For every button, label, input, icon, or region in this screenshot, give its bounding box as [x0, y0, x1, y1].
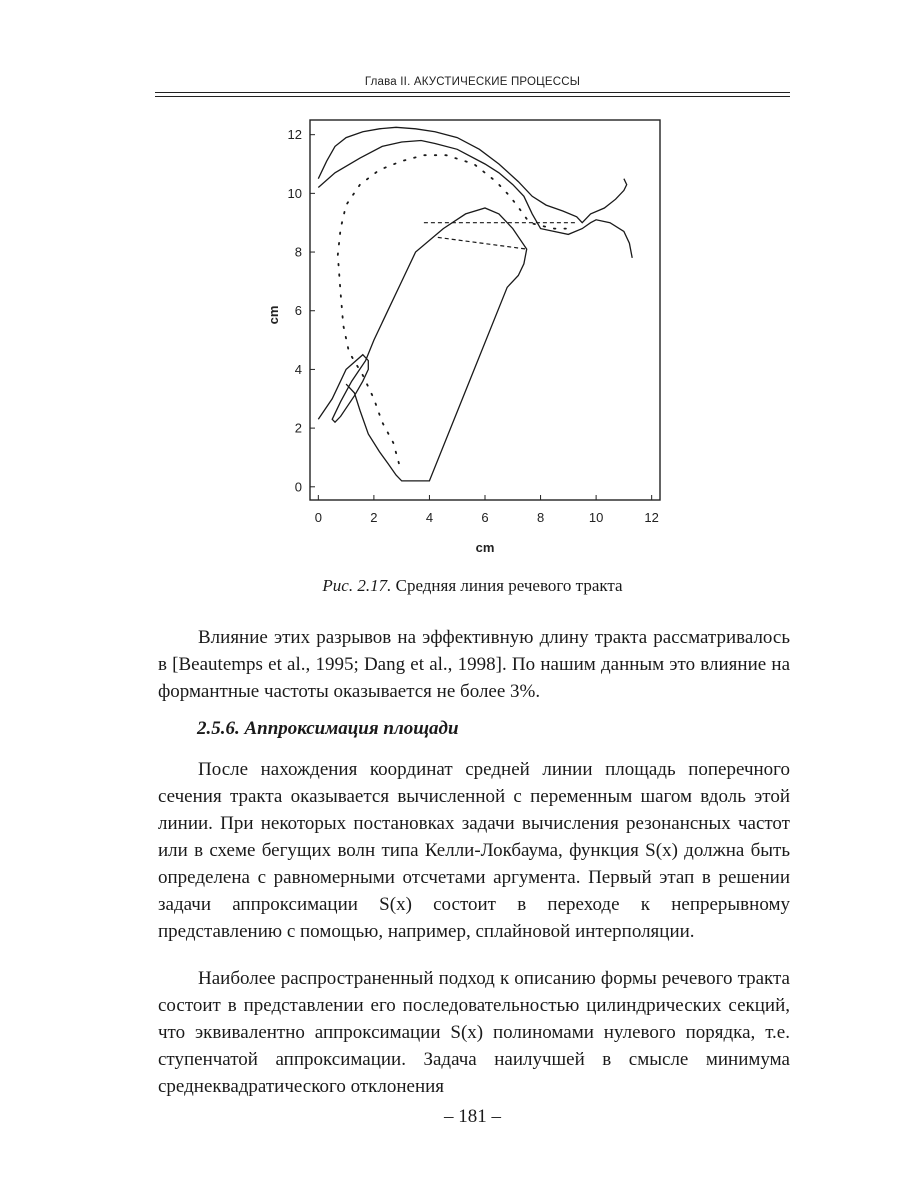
y-tick-label: 6	[294, 303, 302, 319]
series-inner-contour	[318, 141, 632, 258]
x-tick-label: 10	[588, 510, 604, 525]
vocal-tract-midline-figure	[260, 110, 680, 565]
y-tick-label: 4	[294, 361, 302, 377]
plot-frame	[310, 120, 660, 500]
caption-label: Рис. 2.17.	[322, 576, 392, 595]
caption-text: Средняя линия речевого тракта	[395, 576, 623, 595]
x-tick-label: 6	[481, 510, 489, 525]
paragraph-3-text: Наиболее распространенный подход к описанию формы речевого тракта состоит в представлении его последовательностью цилиндрических секций, что эквивалентно аппроксимации S(x) полиномами нулевого порядка, т.е. ступенчатой аппроксимации. Задача наилучшей в смысле минимума среднеквадратического отклонения	[158, 968, 790, 1097]
paragraph-1	[158, 624, 790, 705]
paragraph-2	[158, 756, 790, 945]
y-tick-label: 2	[294, 420, 302, 436]
x-tick-label: 8	[536, 510, 545, 525]
x-tick-label: 0	[314, 510, 322, 525]
x-tick-label: 4	[425, 510, 434, 525]
figure-caption	[155, 576, 790, 596]
series-dashed-reference-2	[438, 237, 527, 249]
running-header: Глава II. АКУСТИЧЕСКИЕ ПРОЦЕССЫ	[364, 76, 581, 88]
series-outer-contour	[318, 127, 626, 222]
paragraph-3	[158, 965, 790, 1100]
series-midline	[338, 155, 569, 463]
paragraph-2-text: После нахождения координат средней линии площадь поперечного сечения тракта оказывается вычисленной с переменным шагом вдоль этой линии. При некоторых постановках задачи вычисления резонансных частот или в схеме бегущих волн типа Келли-Локбаума, функция S(x) должна быть определена с равномерными отсчетами аргумента. Первый этап в решении задачи аппроксимации S(x) состоит в переходе к непрерывному представлению с помощью, например, сплайновой интерполяции.	[158, 759, 790, 942]
header-rule-thin	[155, 96, 790, 97]
x-tick-label: 12	[644, 510, 659, 525]
y-axis-label: cm	[266, 305, 281, 325]
section-heading: 2.5.6. Аппроксимация площади	[197, 718, 459, 739]
series-lower-jaw-tongue-contour	[318, 208, 526, 481]
y-tick-label: 10	[287, 185, 302, 201]
y-tick-label: 12	[287, 127, 302, 143]
y-tick-label: 8	[294, 244, 302, 260]
page-number: – 181 –	[444, 1106, 501, 1127]
x-axis-label: cm	[475, 540, 495, 555]
header-rule-thick	[155, 92, 790, 93]
x-tick-label: 2	[370, 510, 378, 525]
paragraph-1-text: Влияние этих разрывов на эффективную длину тракта рассматривалось в [Beautemps et al., 1995; Dang et al., 1998]. По нашим данным это влияние на формантные частоты оказывается не более 3%.	[158, 627, 790, 702]
y-tick-label: 0	[294, 479, 302, 495]
